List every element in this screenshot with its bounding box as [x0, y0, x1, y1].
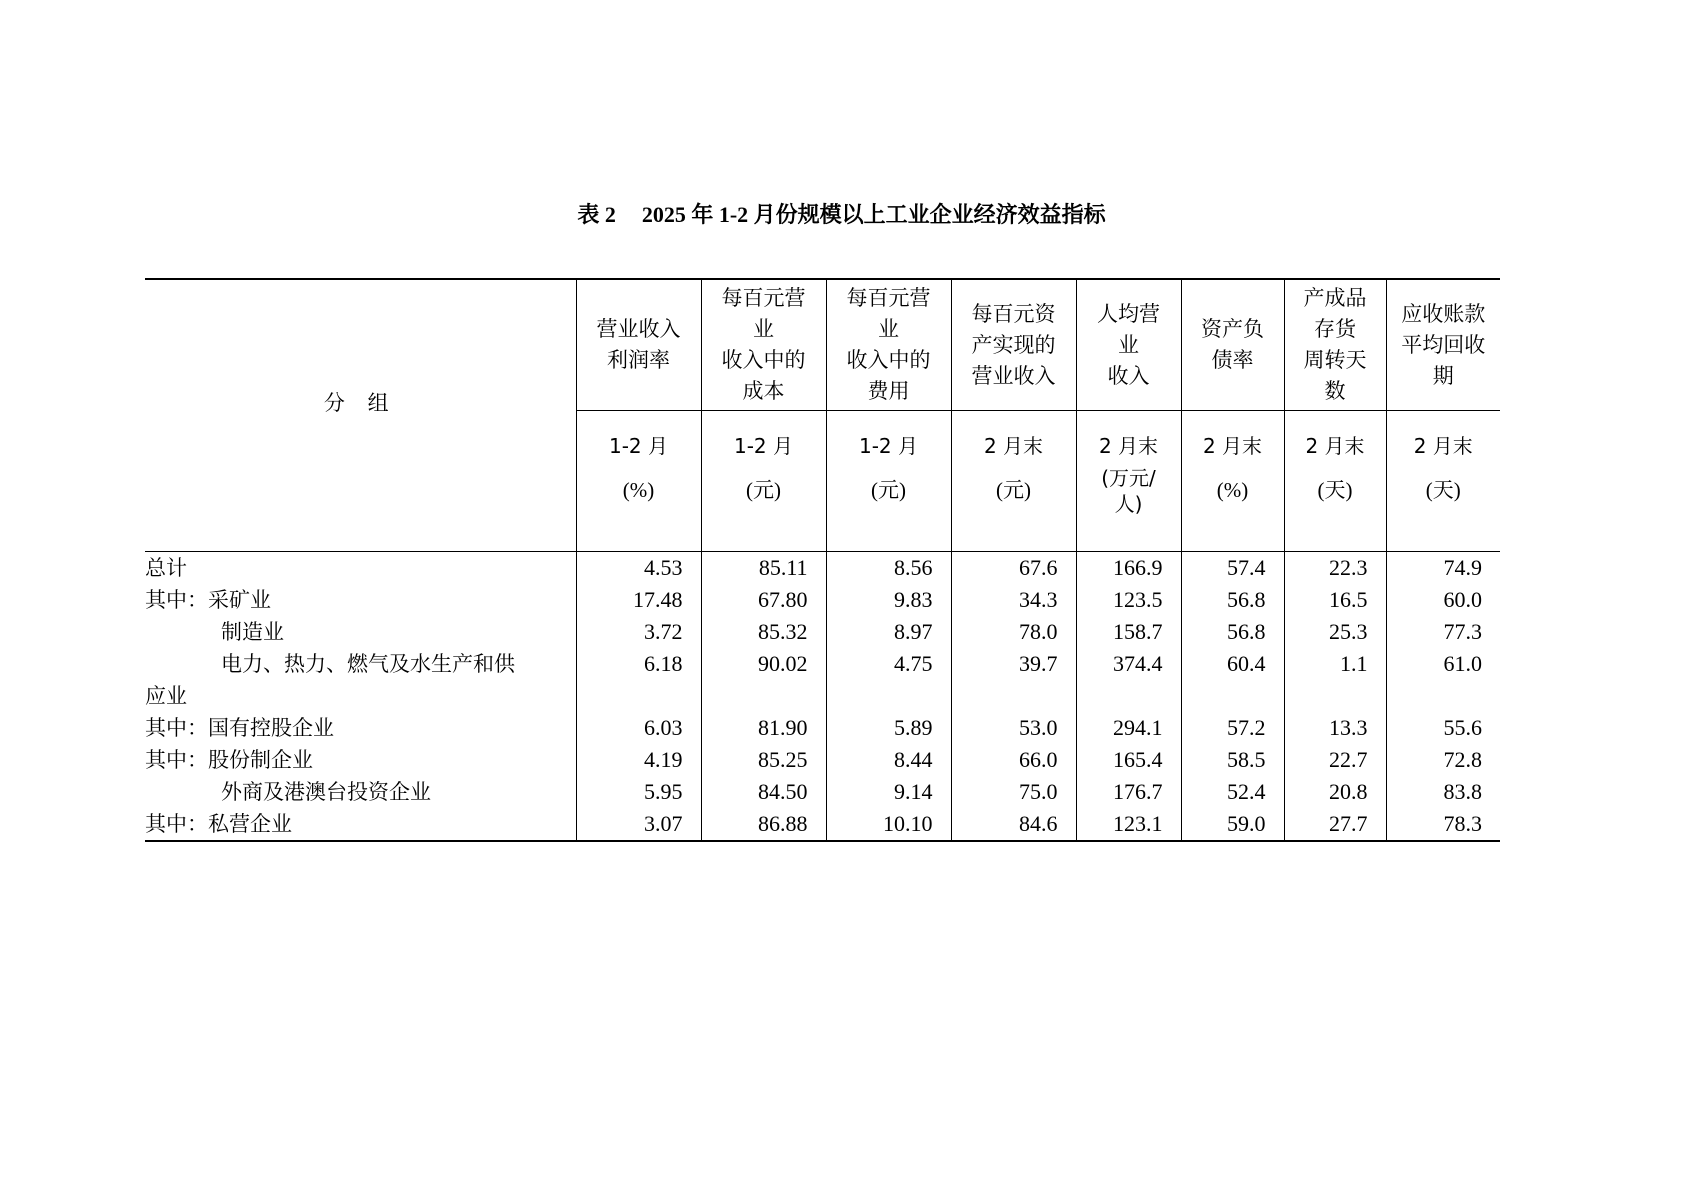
- row-value: 61.0: [1386, 648, 1500, 680]
- column-unit: (元): [746, 478, 781, 502]
- row-value: [1181, 680, 1284, 712]
- row-label-text: 外商及港澳台投资企业: [221, 780, 431, 804]
- table-title-text: 2025 年 1-2 月份规模以上工业企业经济效益指标: [641, 202, 1106, 227]
- row-value: 27.7: [1284, 808, 1386, 841]
- row-value: 3.07: [576, 808, 701, 841]
- row-value: 67.6: [951, 552, 1076, 585]
- row-value: 6.18: [576, 648, 701, 680]
- row-label: [145, 776, 576, 808]
- table-row: [145, 808, 1500, 841]
- row-value: 22.3: [1284, 552, 1386, 585]
- row-value: 81.90: [701, 712, 826, 744]
- column-period-unit: [1386, 411, 1500, 552]
- column-period: 1-2 月: [858, 434, 919, 458]
- row-value: 74.9: [1386, 552, 1500, 585]
- row-value: 13.3: [1284, 712, 1386, 744]
- column-unit: (%): [1216, 478, 1249, 502]
- row-value: [1386, 680, 1500, 712]
- column-unit: (天): [1425, 478, 1461, 502]
- row-value: 34.3: [951, 584, 1076, 616]
- column-header: [576, 279, 701, 411]
- table-row: [145, 712, 1500, 744]
- column-header: [1181, 279, 1284, 411]
- row-value: 78.0: [951, 616, 1076, 648]
- column-period: 1-2 月: [608, 434, 669, 458]
- row-value: 52.4: [1181, 776, 1284, 808]
- row-value: 56.8: [1181, 616, 1284, 648]
- row-value: 77.3: [1386, 616, 1500, 648]
- row-value: 39.7: [951, 648, 1076, 680]
- row-label: [145, 744, 576, 776]
- table-title-label: 表 2: [577, 202, 616, 227]
- row-value: 78.3: [1386, 808, 1500, 841]
- column-unit: (天): [1317, 478, 1353, 502]
- column-header-line: 资产负: [1201, 317, 1264, 341]
- column-unit: (%): [622, 478, 655, 502]
- column-header-line: 业: [1118, 332, 1139, 357]
- row-value: 4.53: [576, 552, 701, 585]
- row-value: 56.8: [1181, 584, 1284, 616]
- row-value: 8.56: [826, 552, 951, 585]
- column-unit: (元): [996, 478, 1031, 502]
- row-label: [145, 648, 576, 680]
- row-label-prefix: 总计: [145, 556, 187, 580]
- column-header-line: 产成品: [1303, 286, 1367, 310]
- row-value: 176.7: [1076, 776, 1181, 808]
- column-header: [701, 279, 826, 411]
- row-value: 60.4: [1181, 648, 1284, 680]
- column-unit-line: 人): [1114, 492, 1143, 516]
- column-header: [1076, 279, 1181, 411]
- row-value: 158.7: [1076, 616, 1181, 648]
- column-period: 2 月末: [983, 434, 1044, 458]
- row-label: [145, 808, 576, 841]
- row-value: 17.48: [576, 584, 701, 616]
- row-value: 53.0: [951, 712, 1076, 744]
- row-value: 60.0: [1386, 584, 1500, 616]
- row-value: 4.75: [826, 648, 951, 680]
- table-row: [145, 776, 1500, 808]
- column-period-unit: [826, 411, 951, 552]
- row-value: [1076, 680, 1181, 712]
- row-value: [576, 680, 701, 712]
- row-value: 72.8: [1386, 744, 1500, 776]
- row-value: 123.5: [1076, 584, 1181, 616]
- table-row: [145, 616, 1500, 648]
- row-value: 85.32: [701, 616, 826, 648]
- row-label-text: 采矿业: [208, 588, 271, 612]
- row-value: 1.1: [1284, 648, 1386, 680]
- column-header-line: 业: [878, 317, 899, 341]
- row-value: [826, 680, 951, 712]
- column-period-unit: [701, 411, 826, 552]
- column-header-line: 收入中的: [846, 348, 931, 372]
- column-header-line: 每百元营: [846, 286, 931, 310]
- row-value: 165.4: [1076, 744, 1181, 776]
- row-value: 85.11: [701, 552, 826, 585]
- row-value: 85.25: [701, 744, 826, 776]
- table-row: [145, 584, 1500, 616]
- row-value: 25.3: [1284, 616, 1386, 648]
- row-value: 166.9: [1076, 552, 1181, 585]
- column-header-line: 平均回收: [1401, 332, 1486, 357]
- column-period: 2 月末: [1098, 434, 1159, 458]
- row-label: [145, 552, 576, 585]
- row-value: 66.0: [951, 744, 1076, 776]
- table-row: [145, 648, 1500, 680]
- row-value: 8.97: [826, 616, 951, 648]
- column-header: [951, 279, 1076, 411]
- row-label-text: 私营企业: [208, 812, 292, 836]
- column-period-unit: [1076, 411, 1181, 552]
- column-header-line: 营业收入: [596, 317, 681, 341]
- row-value: 374.4: [1076, 648, 1181, 680]
- row-label-prefix: 应业: [145, 684, 187, 708]
- column-header-line: 期: [1432, 363, 1454, 388]
- row-value: 84.6: [951, 808, 1076, 841]
- row-label: [145, 616, 576, 648]
- row-value: 59.0: [1181, 808, 1284, 841]
- row-value: 55.6: [1386, 712, 1500, 744]
- table-title: [0, 198, 1683, 229]
- column-header-line: 营业收入: [971, 363, 1056, 388]
- row-label: [145, 712, 576, 744]
- row-value: 86.88: [701, 808, 826, 841]
- column-period-unit: [576, 411, 701, 552]
- row-label-text: 股份制企业: [208, 748, 313, 772]
- column-header-line: 利润率: [607, 348, 670, 372]
- column-header-line: 每百元营: [721, 286, 806, 310]
- row-value: 6.03: [576, 712, 701, 744]
- column-period: 1-2 月: [733, 434, 794, 458]
- column-period: 2 月末: [1413, 434, 1473, 458]
- table-body: [145, 552, 1500, 842]
- row-value: 123.1: [1076, 808, 1181, 841]
- row-value: 8.44: [826, 744, 951, 776]
- column-unit: (元): [871, 478, 906, 502]
- column-header-line: 产实现的: [971, 332, 1056, 357]
- row-label-prefix: 其中：: [145, 748, 208, 772]
- row-value: 5.89: [826, 712, 951, 744]
- column-header-line: 收入中的: [721, 348, 806, 372]
- row-value: 16.5: [1284, 584, 1386, 616]
- column-header: [1284, 279, 1386, 411]
- row-value: [1284, 680, 1386, 712]
- row-value: [951, 680, 1076, 712]
- row-value: 84.50: [701, 776, 826, 808]
- table-row: [145, 744, 1500, 776]
- row-value: 67.80: [701, 584, 826, 616]
- group-column-header: [145, 279, 576, 552]
- row-label-text: 电力、热力、燃气及水生产和供: [221, 652, 515, 676]
- group-header-label: 分 组: [323, 390, 397, 415]
- column-header-line: 每百元资: [971, 301, 1056, 326]
- column-header-line: 费用: [867, 379, 910, 403]
- column-header-line: 数: [1324, 379, 1346, 403]
- row-label-text: 制造业: [221, 620, 284, 644]
- economic-indicators-table: [145, 278, 1500, 842]
- row-value: 5.95: [576, 776, 701, 808]
- table-row: [145, 552, 1500, 585]
- row-value: 22.7: [1284, 744, 1386, 776]
- row-label-prefix: 其中：: [145, 716, 208, 740]
- column-period-unit: [1181, 411, 1284, 552]
- column-header-line: 应收账款: [1401, 301, 1486, 326]
- row-value: 58.5: [1181, 744, 1284, 776]
- row-label-prefix: 其中：: [145, 588, 208, 612]
- row-value: 75.0: [951, 776, 1076, 808]
- row-value: 10.10: [826, 808, 951, 841]
- column-header: [1386, 279, 1500, 411]
- row-value: 57.2: [1181, 712, 1284, 744]
- column-period-unit: [1284, 411, 1386, 552]
- column-header-line: 债率: [1211, 348, 1254, 372]
- column-header-line: 周转天: [1303, 348, 1367, 372]
- row-value: 9.14: [826, 776, 951, 808]
- column-header-line: 业: [753, 317, 774, 341]
- column-period: 2 月末: [1202, 434, 1263, 458]
- column-unit-line: (万元/: [1101, 466, 1156, 490]
- column-header-line: 人均营: [1097, 301, 1160, 326]
- row-value: 20.8: [1284, 776, 1386, 808]
- table-row: [145, 680, 1500, 712]
- row-value: 4.19: [576, 744, 701, 776]
- row-label: [145, 680, 576, 712]
- row-value: 83.8: [1386, 776, 1500, 808]
- row-value: 294.1: [1076, 712, 1181, 744]
- column-period: 2 月末: [1305, 434, 1365, 458]
- column-header: [826, 279, 951, 411]
- column-header-line: 存货: [1314, 317, 1356, 341]
- table-header: [145, 279, 1500, 552]
- row-value: 3.72: [576, 616, 701, 648]
- row-value: [701, 680, 826, 712]
- row-value: 9.83: [826, 584, 951, 616]
- row-label: [145, 584, 576, 616]
- column-period-unit: [951, 411, 1076, 552]
- column-header-line: 收入: [1107, 363, 1150, 388]
- row-value: 57.4: [1181, 552, 1284, 585]
- row-label-prefix: 其中：: [145, 812, 208, 836]
- row-value: 90.02: [701, 648, 826, 680]
- column-header-line: 成本: [742, 379, 785, 403]
- row-label-text: 国有控股企业: [208, 716, 334, 740]
